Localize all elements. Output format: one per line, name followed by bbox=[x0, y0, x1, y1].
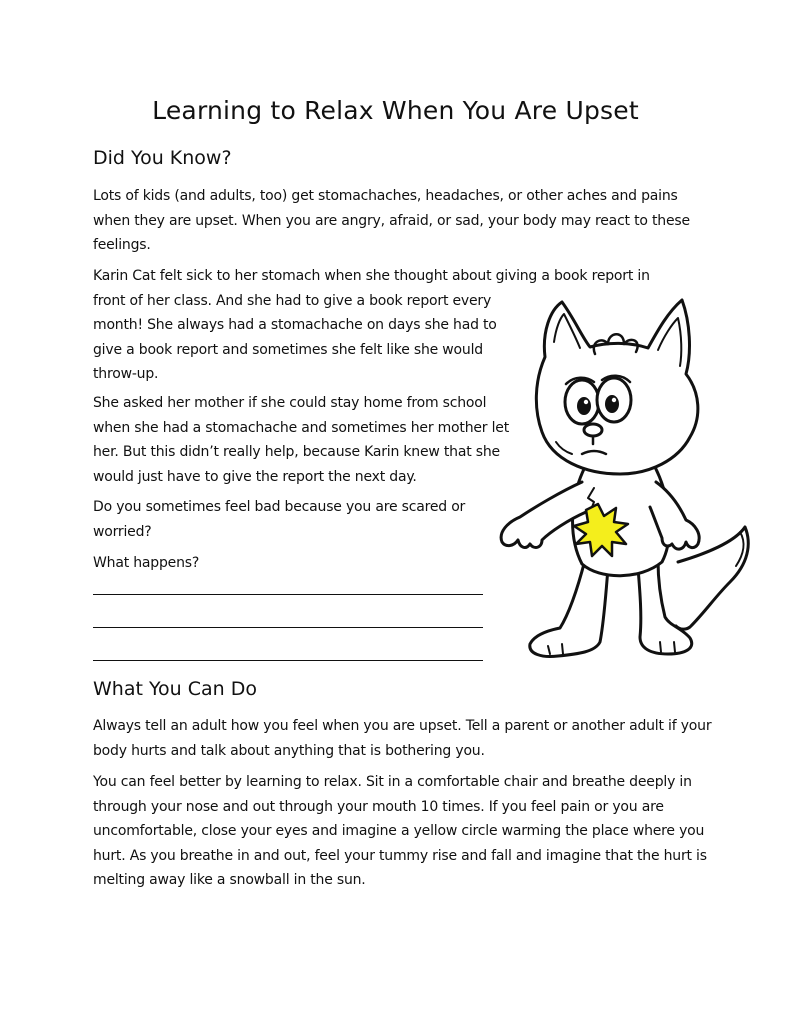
answer-line-2[interactable] bbox=[93, 627, 483, 628]
paragraph-mother: She asked her mother if she could stay home from school when she had a stomachache and sometimes her mother let her. But this didn’t really help, because Karin knew that she would just have to give the report the next day. bbox=[93, 395, 510, 485]
paragraph-karin-line1: Karin Cat felt sick to her stomach when she thought about giving a book report in bbox=[93, 268, 650, 284]
section-heading-did-you-know: Did You Know? bbox=[93, 147, 232, 169]
answer-line-3[interactable] bbox=[93, 660, 483, 661]
paragraph-karin-rest: front of her class. And she had to give a book report every month! She always had a stomachache on days she had to give a book report and sometimes she felt like she would throw-up. bbox=[93, 292, 497, 382]
paragraph-aches: Lots of kids (and adults, too) get stomachaches, headaches, or other aches and pains when they are upset. When you are angry, afraid, or sad, your body may react to these feelings. bbox=[93, 188, 690, 253]
paragraph-tell-adult: Always tell an adult how you feel when you are upset. Tell a parent or another adult if your body hurts and talk about anything that is bothering you. bbox=[93, 718, 712, 759]
page-title: Learning to Relax When You Are Upset bbox=[152, 96, 639, 125]
prompt-what-happens: What happens? bbox=[93, 555, 200, 571]
cat-left-leg bbox=[530, 560, 608, 657]
section-heading-what-you-can-do: What You Can Do bbox=[93, 678, 257, 700]
paragraph-relax: You can feel better by learning to relax. Sit in a comfortable chair and breathe deeply in through your nose and out through your mouth 10 times. If you feel pain or you are uncomfortable, close your eyes and imagine a yellow circle warming the place where you hurt. As you breathe in and out, feel your tummy rise and fall and imagine that the hurt is melting away like a snowball in the sun. bbox=[93, 774, 707, 888]
cat-nose bbox=[584, 424, 602, 436]
answer-line-1[interactable] bbox=[93, 594, 483, 595]
cat-illustration bbox=[490, 292, 755, 664]
paragraph-question: Do you sometimes feel bad because you are scared or worried? bbox=[93, 499, 466, 540]
